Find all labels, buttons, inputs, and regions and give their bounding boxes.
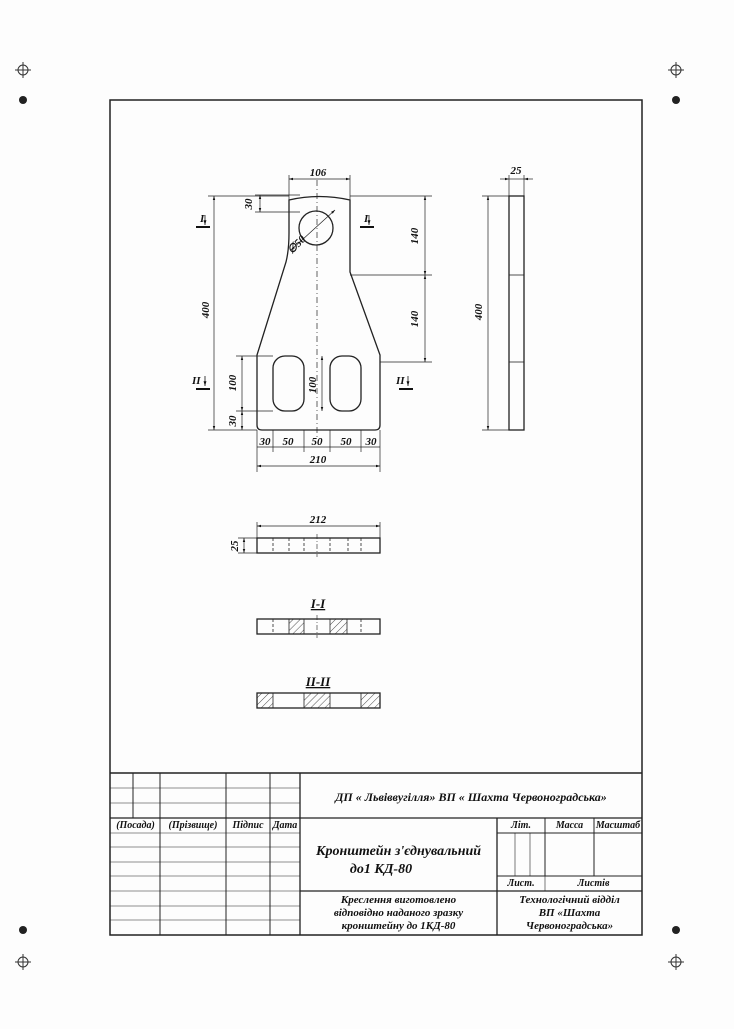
slot-right xyxy=(330,356,361,411)
part-name-line2: до1 КД-80 xyxy=(349,862,413,877)
top-view xyxy=(257,534,380,557)
dim-slot-height-mid: 100 xyxy=(307,376,319,394)
dim-bottom-width: 210 xyxy=(309,454,327,466)
dim-bottom-segment: 30 xyxy=(259,436,271,448)
mass-label: Масса xyxy=(555,820,584,831)
column-date: Дата xyxy=(272,820,298,831)
dim-bottom-segment: 30 xyxy=(365,436,377,448)
dim-top-offset: 30 xyxy=(243,198,255,210)
slot-left xyxy=(273,356,304,411)
dim-top-view-width: 212 xyxy=(309,514,327,526)
dim-top-width: 106 xyxy=(309,167,327,179)
note-line1: Креслення виготовлено xyxy=(340,894,457,906)
scale-label: Масштаб xyxy=(595,820,641,831)
drawing-frame xyxy=(110,100,642,935)
department-line3: Червоноградська» xyxy=(525,920,614,932)
dim-hole-diameter: ∅50 xyxy=(285,233,309,257)
dim-lower-height: 140 xyxy=(409,310,421,328)
note-line3: кронштейну до 1КД-80 xyxy=(341,920,456,932)
department-line1: Технологічний відділ xyxy=(519,894,620,906)
sheet-label: Лист. xyxy=(507,878,535,889)
column-position: (Посада) xyxy=(116,820,155,831)
dim-total-height: 400 xyxy=(200,301,212,319)
department-line2: ВП «Шахта xyxy=(538,907,601,919)
dim-upper-height: 140 xyxy=(409,227,421,245)
section-mark-ii-left: II xyxy=(192,375,201,387)
section-title-i-i: I-I xyxy=(310,596,326,611)
column-surname: (Прізвище) xyxy=(168,820,218,831)
side-view xyxy=(509,196,524,430)
note-line2: відповідно наданого зразку xyxy=(333,907,464,919)
dim-bottom-offset: 30 xyxy=(227,415,239,427)
section-mark-i-left: I xyxy=(200,213,205,225)
registration-marks xyxy=(15,62,684,970)
section-mark-ii-right: II xyxy=(396,375,405,387)
column-signature: Підпис xyxy=(232,820,264,831)
dim-top-view-thickness: 25 xyxy=(229,540,241,552)
front-view xyxy=(257,180,380,440)
dim-side-height: 400 xyxy=(473,303,485,321)
lit-label: Літ. xyxy=(510,820,532,831)
section-i-i xyxy=(257,615,380,638)
section-ii-ii xyxy=(257,693,380,708)
side-dimensions xyxy=(482,175,533,430)
part-name-line1: Кронштейн з'єднувальний xyxy=(315,844,482,859)
dim-bottom-segment: 50 xyxy=(311,436,323,448)
section-mark-i-right: I xyxy=(364,213,369,225)
organization-name: ДП « Львіввугілля» ВП « Шахта Червоноградська» xyxy=(335,790,607,804)
dim-bottom-segment: 50 xyxy=(282,436,294,448)
section-title-ii-ii: II-II xyxy=(305,674,331,689)
front-dimensions xyxy=(208,175,432,472)
dim-side-thickness: 25 xyxy=(510,165,522,177)
dim-slot-height-left: 100 xyxy=(227,374,239,392)
dim-bottom-segment: 50 xyxy=(340,436,352,448)
sheets-label: Листів xyxy=(577,878,610,889)
